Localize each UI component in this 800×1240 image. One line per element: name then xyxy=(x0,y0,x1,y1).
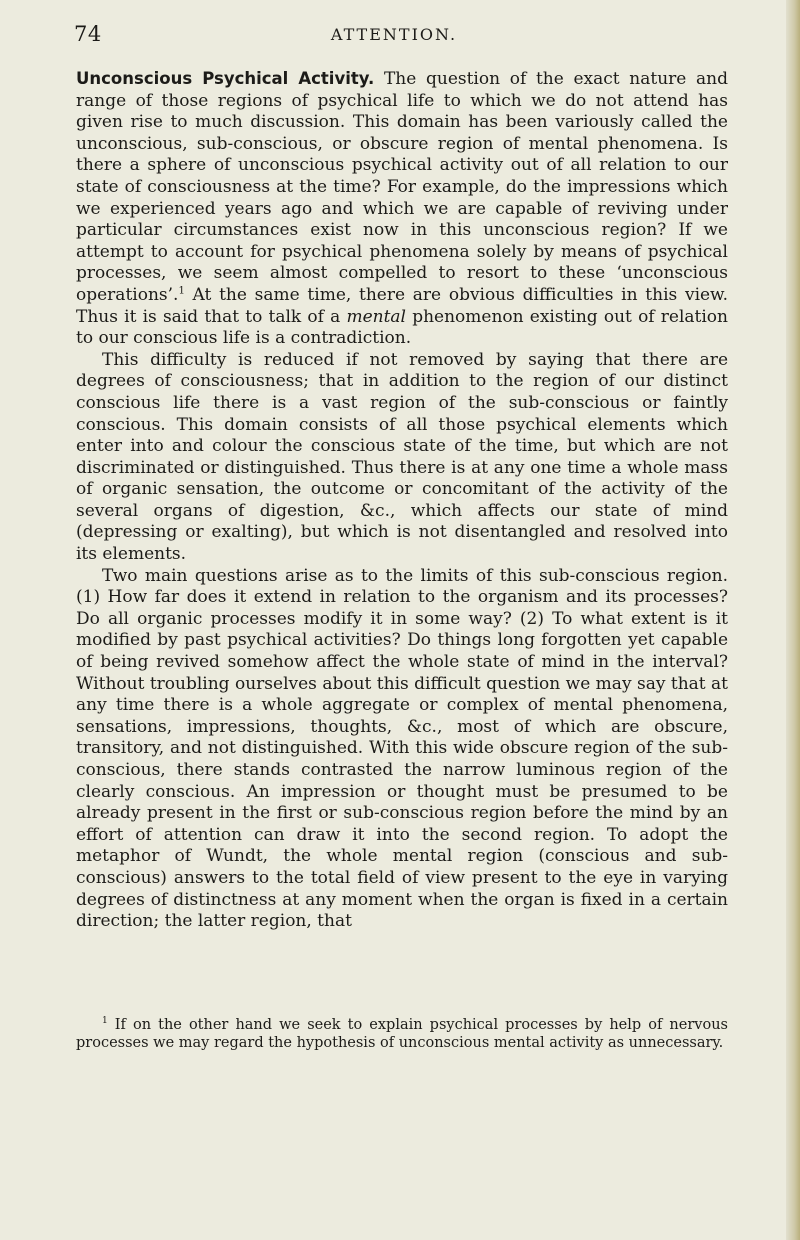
page-edge-shadow xyxy=(786,0,800,1240)
footnote-reference: 1 xyxy=(178,285,185,297)
footnote-text: If on the other hand we seek to explain psychical processes by help of nervous processes we may regard the hypothesis of unconscious mental activity as unnecessary. xyxy=(76,1017,728,1051)
paragraph-3: Two main questions arise as to the limits of this sub-conscious region. (1) How far does it extend in relation to the organism and its processes? Do all organic processes modify it in some way? (2) To what extent is it modified by past psychical activities? Do things long forgotten yet capable of being revived somehow affect the whole state of mind in the interval? Without troubling ourselves about this difficult question we may say that at any time there is a whole aggregate or complex of mental phenomena, sensations, impressions, thoughts, &c., most of which are obscure, transitory, and not distinguished. With this wide obscure region of the sub-conscious, there stands contrasted the narrow luminous region of the clearly conscious. An impression or thought must be presumed to be already present in the first or sub-conscious region before the mind by an effort of attention can draw it into the second region. To adopt the metaphor of Wundt, the whole mental region (conscious and sub-conscious) answers to the total field of view present to the eye in varying degrees of distinctness at any moment when the organ is fixed in a certain direction; the latter region, that xyxy=(76,565,728,932)
paragraph-1-text-b: At the same time, there are obvious difficulties in this view. Thus it is said that to talk of a xyxy=(76,284,728,327)
paragraph-1 xyxy=(76,68,728,350)
page-number: 74 xyxy=(74,22,102,46)
body-text xyxy=(76,68,728,933)
running-head: ATTENTION. xyxy=(330,25,458,44)
italic-word: mental xyxy=(346,306,406,327)
page-header xyxy=(74,22,714,52)
paragraph-1-text-c: phenomenon existing out of relation to our conscious life is a contradiction. xyxy=(76,306,728,349)
footnote-mark: 1 xyxy=(102,1016,108,1027)
section-title: Unconscious Psychical Activity. xyxy=(76,69,375,88)
footnote xyxy=(76,1016,728,1052)
paragraph-2: This difficulty is reduced if not removed by saying that there are degrees of consciousness; that in addition to the region of our distinct conscious life there is a vast region of the sub-conscious or faintly conscious. This domain consists of all those psychical elements which enter into and colour the conscious state of the time, but which are not discriminated or distinguished. Thus there is at any one time a whole mass of organic sensation, the outcome or concomitant of the activity of the several organs of digestion, &c., which affects our state of mind (depressing or exalting), but which is not disentangled and resolved into its elements. xyxy=(76,349,728,565)
paragraph-1-text-a: The question of the exact nature and range of those regions of psychical life to which we do not attend has given rise to much discussion. This domain has been variously called the unconscious, sub-conscious, or obscure region of mental phenomena. Is there a sphere of unconscious psychical activity out of all relation to our state of consciousness at the time? For example, do the impressions which we experienced years ago and which we are capable of reviving under particular circumstances exist now in this unconscious region? If we attempt to account for psychical phenomena solely by means of psychical processes, we seem almost compelled to resort to these ‘unconscious operations’. xyxy=(76,69,728,305)
